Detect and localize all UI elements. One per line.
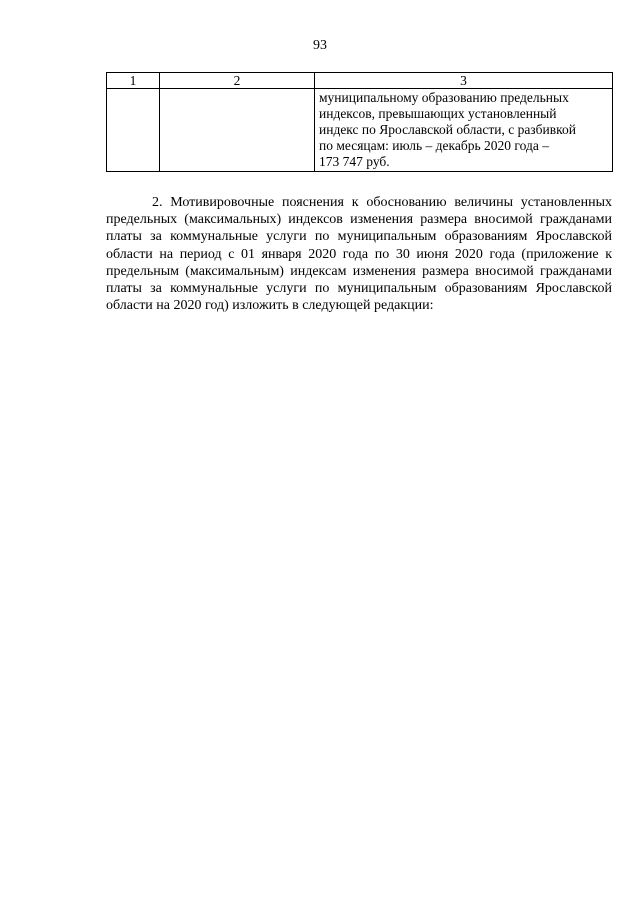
column-header-2: 2 (160, 73, 315, 89)
cell-text (160, 89, 314, 91)
table-cell-col1 (107, 89, 160, 172)
table-cell-col2 (160, 89, 315, 172)
page-number: 93 (313, 38, 327, 53)
column-header-3: 3 (315, 73, 613, 89)
table-body (107, 89, 613, 172)
cell-text (107, 89, 159, 91)
body-paragraph-2: 2. Мотивировочные пояснения к обоснованию величины установленных предельных (максимальных) индексов изменения размера вносимой гражданами платы за коммунальные услуги по муниципальным образованиям Ярославской области на период с 01 января 2020 года по 30 июня 2020 года (приложение к предельным (максимальным) индексам изменения размера вносимой гражданами платы за коммунальные услуги по муниципальным образованиям Ярославской области на 2020 год) изложить в следующей редакции: (106, 195, 612, 314)
table-cell-col3 (315, 89, 613, 172)
table-header (107, 73, 613, 89)
cell-text: муниципальному образованию предельных индексов, превышающих установленный индекс по Ярославской области, с разбивкой по месяцам: июль – декабрь 2020 года – 173 747 руб. (319, 90, 576, 169)
table-header-row (107, 73, 613, 89)
document-table (106, 72, 613, 172)
table-row (107, 89, 613, 172)
column-header-1: 1 (107, 73, 160, 89)
